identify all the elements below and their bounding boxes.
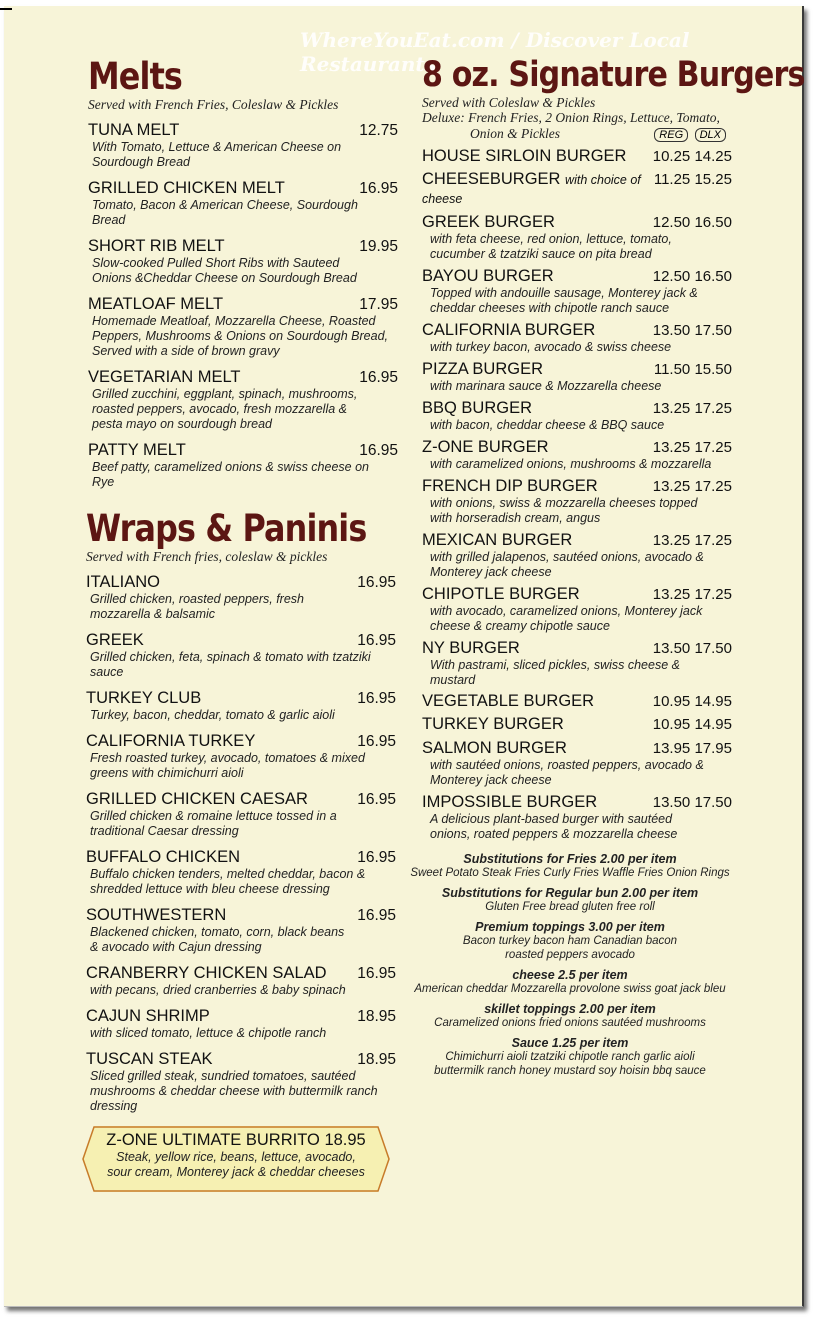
reg-label: REG: [654, 128, 688, 142]
menu-item: [86, 1050, 396, 1114]
burger-reg-price: 13.50: [652, 322, 691, 339]
menu-item: [86, 631, 396, 680]
burgers-title: 8 oz. Signature Burgers: [422, 55, 805, 95]
item-name: TUSCAN STEAK: [86, 1050, 213, 1068]
burger-name: CHIPOTLE BURGER: [422, 585, 580, 603]
burger-prices: [653, 532, 732, 549]
burger-name-group: [422, 639, 520, 658]
burger-dlx-price: 16.50: [694, 214, 732, 231]
burger-dlx-price: 17.50: [694, 794, 732, 811]
watermark: WhereYouEat.com / Discover Local Restaurants: [300, 28, 690, 76]
item-description: Blackened chicken, tomato, corn, black beans & avocado with Cajun dressing: [90, 925, 345, 954]
burger-dlx-price: 17.25: [694, 532, 732, 549]
burger-dlx-price: 14.95: [694, 693, 732, 710]
burger-item: [422, 477, 732, 526]
extras-description: American cheddar Mozzarella provolone swiss goat jack bleu: [414, 983, 726, 995]
item-description: Sliced grilled steak, sundried tomatoes, sautéed mushrooms & cheddar cheese with buttermilk ranch dressing: [90, 1069, 378, 1113]
burger-row: [422, 438, 732, 457]
burger-name: GREEK BURGER: [422, 213, 555, 231]
item-row: [88, 237, 398, 256]
burger-item: [422, 321, 732, 355]
extras-description: Chimichurri aioli tzatziki chipotle ranch garlic aioli buttermilk ranch honey mustard soy hoisin bbq sauce: [434, 1051, 706, 1077]
burger-item: [422, 715, 732, 734]
wraps-section: [86, 507, 396, 1114]
item-price: 16.95: [357, 791, 396, 808]
burger-prices: [653, 693, 732, 710]
burger-prices: [653, 148, 732, 165]
item-row: [86, 790, 396, 809]
item-price: 16.95: [359, 442, 398, 459]
menu-item: [88, 441, 398, 490]
burger-item: [422, 692, 732, 711]
burger-item: [422, 438, 732, 472]
item-name: GRILLED CHICKEN MELT: [88, 179, 285, 197]
burger-name: BAYOU BURGER: [422, 267, 554, 285]
item-name: SHORT RIB MELT: [88, 237, 225, 255]
burger-prices: [654, 361, 732, 378]
burger-reg-price: 10.25: [652, 148, 691, 165]
burger-description: A delicious plant-based burger with sautéed onions, roated peppers & mozzarella cheese: [430, 812, 678, 841]
burger-prices: [653, 439, 732, 456]
burger-name-group: [422, 739, 567, 758]
burger-prices: [653, 794, 732, 811]
burger-description: with marinara sauce & Mozzarella cheese: [430, 379, 662, 393]
item-row: [88, 368, 398, 387]
item-name: SOUTHWESTERN: [86, 906, 227, 924]
burger-name: MEXICAN BURGER: [422, 531, 573, 549]
burger-dlx-price: 17.25: [694, 478, 732, 495]
item-price: 16.95: [357, 965, 396, 982]
burger-row: [422, 692, 732, 711]
item-description: with sliced tomato, lettuce & chipotle ranch: [90, 1026, 327, 1040]
burger-dlx-price: 14.95: [694, 716, 732, 733]
burger-dlx-price: 15.50: [694, 361, 732, 378]
item-row: [86, 1050, 396, 1069]
burger-name-group: [422, 321, 595, 340]
extras-title: Substitutions for Fries 2.00 per item: [463, 852, 677, 866]
burger-row: [422, 170, 732, 208]
burger-name-group: [422, 267, 554, 286]
burger-item: [422, 739, 732, 788]
item-description: Grilled zucchini, eggplant, spinach, mushrooms, roasted peppers, avocado, fresh mozzarella & pesta mayo on sourdough bread: [92, 387, 358, 431]
item-name: PATTY MELT: [88, 441, 186, 459]
item-name: CALIFORNIA TURKEY: [86, 732, 256, 750]
burger-prices: [653, 214, 732, 231]
burger-dlx-price: 17.25: [694, 439, 732, 456]
item-name: GREEK: [86, 631, 144, 649]
burger-name-group: [422, 692, 594, 711]
item-row: [86, 689, 396, 708]
burger-item: [422, 170, 732, 208]
item-name: GRILLED CHICKEN CAESAR: [86, 790, 308, 808]
item-price: 17.95: [359, 296, 398, 313]
burger-description: with feta cheese, red onion, lettuce, tomato, cucumber & tzatziki sauce on pita bread: [430, 232, 672, 261]
item-row: [88, 295, 398, 314]
burger-name: HOUSE SIRLOIN BURGER: [422, 147, 627, 165]
burgers-subtitle: Served with Coleslaw & Pickles: [422, 95, 596, 110]
burger-prices: [653, 586, 732, 603]
extras-title: Sauce 1.25 per item: [511, 1036, 629, 1050]
menu-item: [88, 368, 398, 432]
menu-item: [88, 295, 398, 359]
item-price: 16.95: [359, 369, 398, 386]
burger-name: FRENCH DIP BURGER: [422, 477, 598, 495]
burger-name: TURKEY BURGER: [422, 715, 564, 733]
item-name: CAJUN SHRIMP: [86, 1007, 210, 1025]
burger-reg-price: 12.50: [652, 214, 691, 231]
burger-dlx-price: 15.25: [694, 171, 732, 188]
burger-row: [422, 321, 732, 340]
burgers-list: [422, 147, 732, 842]
burrito-desc: Steak, yellow rice, beans, lettuce, avocado, sour cream, Monterey jack & cheddar cheeses: [107, 1150, 365, 1179]
burger-reg-price: 13.25: [652, 439, 691, 456]
corner-mark: [0, 8, 12, 10]
extras-title: Substitutions for Regular bun 2.00 per item: [441, 886, 699, 900]
item-price: 16.95: [357, 632, 396, 649]
item-description: Buffalo chicken tenders, melted cheddar, bacon & shredded lettuce with bleu cheese dressing: [90, 867, 366, 896]
item-description: With Tomato, Lettuce & American Cheese on Sourdough Bread: [92, 140, 342, 169]
item-price: 16.95: [357, 690, 396, 707]
melts-title: Melts: [88, 55, 183, 98]
item-name: TUNA MELT: [88, 121, 180, 139]
item-price: 18.95: [357, 1051, 396, 1068]
burger-item: [422, 531, 732, 580]
burger-description: Topped with andouille sausage, Monterey jack & cheddar cheeses with chipotle ranch sauce: [430, 286, 698, 315]
item-name: ITALIANO: [86, 573, 160, 591]
burger-row: [422, 585, 732, 604]
melts-subtitle: Served with French Fries, Coleslaw & Pickles: [88, 97, 339, 112]
burger-name: BBQ BURGER: [422, 399, 533, 417]
extras-title: skillet toppings 2.00 per item: [484, 1002, 656, 1016]
burger-description: with caramelized onions, mushrooms & mozzarella: [430, 457, 712, 471]
item-price: 16.95: [357, 574, 396, 591]
burger-description: with onions, swiss & mozzarella cheeses topped with horseradish cream, angus: [430, 496, 698, 525]
burger-row: [422, 399, 732, 418]
dlx-label: DLX: [695, 128, 726, 142]
item-price: 16.95: [357, 907, 396, 924]
burger-item: [422, 147, 732, 166]
burger-name: SALMON BURGER: [422, 739, 567, 757]
burger-prices: [653, 322, 732, 339]
extras-description: Bacon turkey bacon ham Canadian bacon roasted peppers avocado: [462, 935, 678, 961]
burger-reg-price: 12.50: [652, 268, 691, 285]
burger-dlx-price: 17.25: [694, 586, 732, 603]
item-row: [86, 906, 396, 925]
menu-item: [88, 237, 398, 286]
burger-name-group: [422, 477, 598, 496]
burger-dlx-price: 17.25: [694, 400, 732, 417]
burger-name-group: [422, 793, 597, 812]
burger-name: CALIFORNIA BURGER: [422, 321, 596, 339]
burger-prices: [653, 640, 732, 657]
extras-title: Premium toppings 3.00 per item: [475, 920, 665, 934]
burger-reg-price: 13.25: [652, 586, 691, 603]
extras-section: [410, 852, 730, 1078]
burger-prices: [654, 171, 732, 188]
burger-item: [422, 213, 732, 262]
burger-name: PIZZA BURGER: [422, 360, 544, 378]
burgers-section: [422, 55, 805, 842]
burger-name-group: [422, 399, 532, 418]
item-description: Grilled chicken, feta, spinach & tomato with tzatziki sauce: [90, 650, 371, 679]
burger-name-group: [422, 213, 555, 232]
burger-name: Z-ONE BURGER: [422, 438, 549, 456]
burger-reg-price: 11.50: [653, 361, 691, 378]
burger-prices: [653, 268, 732, 285]
burger-prices: [653, 478, 732, 495]
item-row: [86, 848, 396, 867]
burger-name: IMPOSSIBLE BURGER: [422, 793, 598, 811]
burger-item: [422, 399, 732, 433]
item-price: 16.95: [357, 733, 396, 750]
burger-row: [422, 531, 732, 550]
melts-list: [88, 121, 398, 490]
wraps-list: [86, 573, 396, 1114]
menu-item: [86, 848, 396, 897]
item-row: [86, 573, 396, 592]
item-price: 16.95: [359, 180, 398, 197]
burger-row: [422, 360, 732, 379]
item-price: 16.95: [357, 849, 396, 866]
burger-name-group: [422, 360, 543, 379]
burgers-deluxe-line1: Deluxe: French Fries, 2 Onion Rings, Lettuce, Tomato,: [422, 110, 720, 125]
menu-item: [86, 732, 396, 781]
burger-note: with choice of cheese: [422, 173, 641, 206]
item-description: with pecans, dried cranberries & baby spinach: [90, 983, 346, 997]
burrito-price: 18.95: [324, 1131, 366, 1149]
item-name: MEATLOAF MELT: [88, 295, 224, 313]
burger-description: With pastrami, sliced pickles, swiss cheese & mustard: [430, 658, 680, 687]
item-price: 18.95: [357, 1008, 396, 1025]
menu-item: [88, 179, 398, 228]
menu-item: [86, 689, 396, 723]
burger-name-group: [422, 147, 626, 166]
burger-item: [422, 793, 732, 842]
item-row: [86, 964, 396, 983]
menu-item: [86, 1007, 396, 1041]
burger-row: [422, 267, 732, 286]
burger-dlx-price: 17.50: [694, 640, 732, 657]
item-description: Grilled chicken, roasted peppers, fresh mozzarella & balsamic: [90, 592, 304, 621]
burger-row: [422, 739, 732, 758]
item-name: TURKEY CLUB: [86, 689, 202, 707]
extras-description: Sweet Potato Steak Fries Curly Fries Waffle Fries Onion Rings: [410, 867, 730, 879]
item-name: VEGETARIAN MELT: [88, 368, 241, 386]
item-name: CRANBERRY CHICKEN SALAD: [86, 964, 327, 982]
melts-section: [88, 55, 398, 490]
extras-description: Gluten Free bread gluten free roll: [485, 901, 655, 913]
burrito-name: Z-ONE ULTIMATE BURRITO: [106, 1131, 320, 1149]
burger-name: VEGETABLE BURGER: [422, 692, 595, 710]
burger-row: [422, 639, 732, 658]
item-price: 19.95: [359, 238, 398, 255]
burger-description: with sautéed onions, roasted peppers, avocado & Monterey jack cheese: [430, 758, 704, 787]
item-description: Slow-cooked Pulled Short Ribs with Sauteed Onions &Cheddar Cheese on Sourdough Bread: [92, 256, 357, 285]
extras-title: cheese 2.5 per item: [512, 968, 628, 982]
item-name: BUFFALO CHICKEN: [86, 848, 241, 866]
burger-row: [422, 715, 732, 734]
item-price: 12.75: [359, 122, 398, 139]
burger-reg-price: 10.95: [652, 693, 691, 710]
menu-item: [86, 573, 396, 622]
burger-reg-price: 13.25: [652, 532, 691, 549]
burger-description: with avocado, caramelized onions, Monterey jack cheese & creamy chipotle sauce: [430, 604, 703, 633]
burger-name-group: [422, 715, 564, 734]
item-description: Grilled chicken & romaine lettuce tossed in a traditional Caesar dressing: [90, 809, 337, 838]
item-description: Turkey, bacon, cheddar, tomato & garlic aioli: [90, 708, 335, 722]
burger-reg-price: 13.25: [652, 400, 691, 417]
item-row: [86, 732, 396, 751]
burger-dlx-price: 17.95: [694, 740, 732, 757]
burgers-deluxe-line2: Onion & Pickles: [470, 126, 560, 141]
burger-item: [422, 267, 732, 316]
burger-row: [422, 147, 732, 166]
burger-item: [422, 360, 732, 394]
menu-item: [86, 790, 396, 839]
wraps-subtitle: Served with French fries, coleslaw & pickles: [86, 549, 328, 564]
burger-dlx-price: 16.50: [694, 268, 732, 285]
burger-name-group: [422, 170, 654, 208]
burger-dlx-price: 17.50: [694, 322, 732, 339]
burger-name-group: [422, 438, 549, 457]
item-row: [86, 631, 396, 650]
burrito-special: [82, 1131, 390, 1180]
burger-name-group: [422, 531, 572, 550]
burger-reg-price: 13.50: [652, 794, 691, 811]
menu-item: [86, 964, 396, 998]
burger-prices: [653, 740, 732, 757]
burger-row: [422, 213, 732, 232]
burger-reg-price: 11.25: [653, 171, 691, 188]
burger-name: NY BURGER: [422, 639, 520, 657]
extras-description: Caramelized onions fried onions sautéed mushrooms: [434, 1017, 706, 1029]
burger-description: with bacon, cheddar cheese & BBQ sauce: [430, 418, 665, 432]
burger-prices: [653, 400, 732, 417]
burger-dlx-price: 14.25: [694, 148, 732, 165]
item-description: Fresh roasted turkey, avocado, tomatoes & mixed greens with chimichurri aioli: [90, 751, 365, 780]
item-description: Homemade Meatloaf, Mozzarella Cheese, Roasted Peppers, Mushrooms & Onions on Sourdough Bread, Served with a side of brown gravy: [92, 314, 389, 358]
burger-description: with turkey bacon, avocado & swiss cheese: [430, 340, 672, 354]
burger-item: [422, 639, 732, 688]
item-row: [88, 121, 398, 140]
burger-row: [422, 477, 732, 496]
burger-reg-price: 13.50: [652, 640, 691, 657]
item-row: [86, 1007, 396, 1026]
burger-description: with grilled jalapenos, sautéed onions, avocado & Monterey jack cheese: [430, 550, 704, 579]
burger-name-group: [422, 585, 580, 604]
burger-reg-price: 13.25: [652, 478, 691, 495]
burger-prices: [653, 716, 732, 733]
menu-item: [86, 906, 396, 955]
burger-row: [422, 793, 732, 812]
item-description: Beef patty, caramelized onions & swiss cheese on Rye: [92, 460, 369, 489]
item-row: [88, 441, 398, 460]
item-description: Tomato, Bacon & American Cheese, Sourdough Bread: [92, 198, 358, 227]
item-row: [88, 179, 398, 198]
burger-item: [422, 585, 732, 634]
menu-item: [88, 121, 398, 170]
burger-reg-price: 10.95: [652, 716, 691, 733]
wraps-title: Wraps & Paninis: [86, 507, 367, 550]
burger-reg-price: 13.95: [652, 740, 691, 757]
burger-name: CHEESEBURGER: [422, 170, 561, 188]
